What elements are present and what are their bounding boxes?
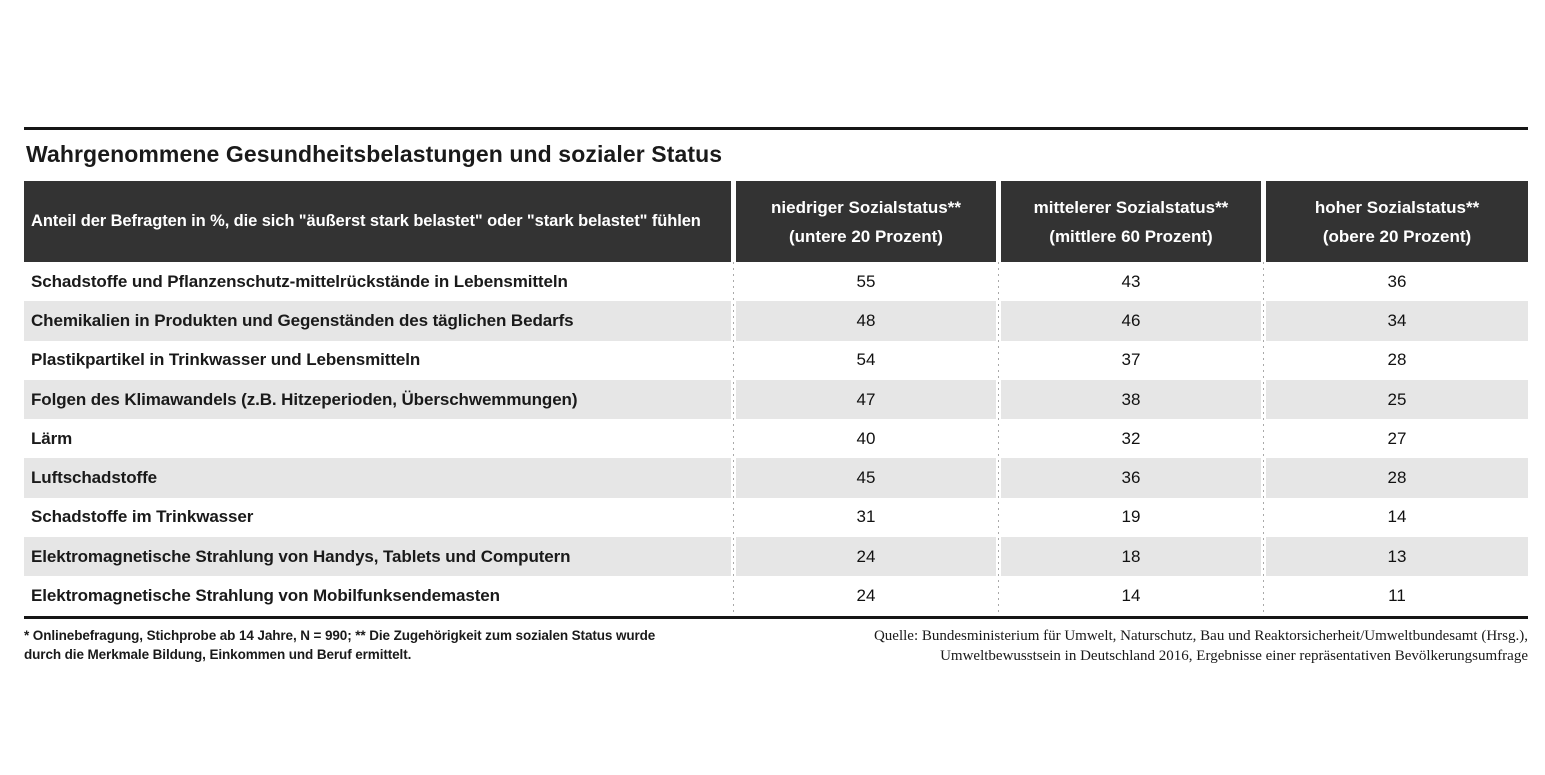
row-value: 28	[1261, 341, 1528, 380]
row-value: 37	[996, 341, 1261, 380]
header-col-mid-status	[996, 181, 1261, 262]
footnotes	[24, 619, 1528, 666]
row-value: 32	[996, 419, 1261, 458]
table-row	[24, 576, 1528, 615]
header-col-high-status	[1261, 181, 1528, 262]
row-value: 19	[996, 498, 1261, 537]
row-value: 47	[731, 380, 996, 419]
row-label: Lärm	[24, 419, 731, 458]
row-value: 18	[996, 537, 1261, 576]
header-col-subtitle: (untere 20 Prozent)	[789, 226, 943, 246]
row-value: 54	[731, 341, 996, 380]
row-value: 28	[1261, 458, 1528, 497]
row-label: Luftschadstoffe	[24, 458, 731, 497]
row-value: 14	[1261, 498, 1528, 537]
row-label: Elektromagnetische Strahlung von Handys, Tablets und Computern	[24, 537, 731, 576]
row-value: 40	[731, 419, 996, 458]
footnote-methodology: * Onlinebefragung, Stichprobe ab 14 Jahre, N = 990; ** Die Zugehörigkeit zum sozialen Status wurde durch die Merkmale Bildung, Einkommen und Beruf ermittelt.	[24, 627, 656, 663]
table-row	[24, 498, 1528, 537]
table-body	[24, 262, 1528, 616]
header-col-name: mittelerer Sozialstatus**	[1033, 197, 1229, 217]
header-row-description: Anteil der Befragten in %, die sich "äußerst stark belastet" oder "stark belastet" fühlen	[24, 181, 731, 262]
table-row	[24, 537, 1528, 576]
row-value: 14	[996, 576, 1261, 615]
row-label: Folgen des Klimawandels (z.B. Hitzeperioden, Überschwemmungen)	[24, 380, 731, 419]
row-value: 25	[1261, 380, 1528, 419]
row-value: 43	[996, 262, 1261, 301]
row-value: 46	[996, 301, 1261, 340]
header-col-subtitle: (mittlere 60 Prozent)	[1049, 226, 1213, 246]
row-value: 34	[1261, 301, 1528, 340]
footnote-source: Quelle: Bundesministerium für Umwelt, Naturschutz, Bau und Reaktorsicherheit/Umweltbundesamt (Hrsg.), Umweltbewusstsein in Deutschland 2016, Ergebnisse einer repräsentativen Bevölkerungsumfrage	[873, 627, 1528, 664]
table-row	[24, 301, 1528, 340]
table-row	[24, 419, 1528, 458]
row-value: 27	[1261, 419, 1528, 458]
row-label: Chemikalien in Produkten und Gegenständen des täglichen Bedarfs	[24, 301, 731, 340]
row-value: 48	[731, 301, 996, 340]
header-col-low-status	[731, 181, 996, 262]
row-value: 24	[731, 576, 996, 615]
row-value: 55	[731, 262, 996, 301]
row-value: 36	[996, 458, 1261, 497]
row-label: Schadstoffe und Pflanzenschutz-mittelrückstände in Lebensmitteln	[24, 262, 731, 301]
header-col-subtitle: (obere 20 Prozent)	[1322, 226, 1472, 246]
table-header	[24, 181, 1528, 262]
row-value: 24	[731, 537, 996, 576]
row-value: 38	[996, 380, 1261, 419]
row-value: 31	[731, 498, 996, 537]
table-row	[24, 262, 1528, 301]
page-title: Wahrgenommene Gesundheitsbelastungen und sozialer Status	[26, 141, 723, 167]
row-label: Elektromagnetische Strahlung von Mobilfunksendemasten	[24, 576, 731, 615]
row-value: 45	[731, 458, 996, 497]
row-value: 36	[1261, 262, 1528, 301]
row-value: 13	[1261, 537, 1528, 576]
table-figure	[24, 127, 1528, 666]
row-label: Plastikpartikel in Trinkwasser und Lebensmitteln	[24, 341, 731, 380]
table-row	[24, 458, 1528, 497]
table-row	[24, 341, 1528, 380]
row-value: 11	[1261, 576, 1528, 615]
table-row	[24, 380, 1528, 419]
row-label: Schadstoffe im Trinkwasser	[24, 498, 731, 537]
header-col-name: niedriger Sozialstatus**	[771, 197, 961, 217]
header-col-name: hoher Sozialstatus**	[1314, 197, 1480, 217]
